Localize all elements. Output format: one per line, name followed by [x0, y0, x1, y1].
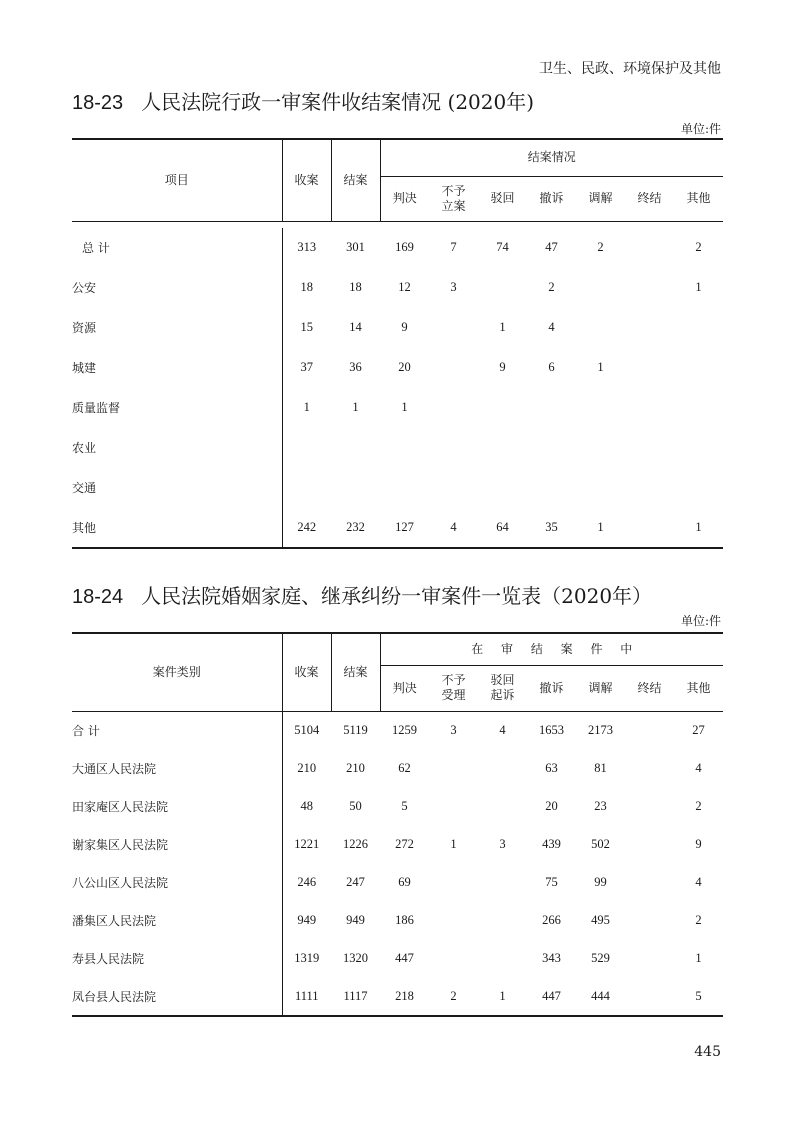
- table-row: [72, 864, 723, 902]
- table-row: [72, 428, 723, 468]
- table-row: [72, 388, 723, 428]
- table-cell: [429, 428, 478, 468]
- table-cell: 14: [349, 320, 362, 334]
- table-cell: [478, 388, 527, 428]
- table2-subheader: 驳回 起诉: [478, 665, 527, 711]
- table2: [72, 632, 723, 1017]
- table-cell: 4: [450, 519, 457, 534]
- table-cell: [625, 902, 674, 940]
- table2-unit: 单位:件: [680, 614, 721, 628]
- table-cell: 246: [282, 864, 331, 902]
- table2-title: [72, 580, 652, 609]
- table-cell: 1: [499, 320, 506, 334]
- table-row: [72, 308, 723, 348]
- table-cell: [429, 902, 478, 940]
- table-cell: [478, 468, 527, 508]
- table-cell: [576, 468, 625, 508]
- table-cell: [674, 308, 723, 348]
- table2-subheader: 调解: [576, 665, 625, 711]
- table-cell: [429, 468, 478, 508]
- table-cell: [625, 268, 674, 308]
- table1-header: [72, 139, 723, 221]
- table-cell: 495: [591, 913, 610, 927]
- row-label: 谢家集区人民法院: [72, 838, 169, 852]
- table-cell: 218: [395, 988, 414, 1003]
- table-cell: 35: [545, 519, 558, 534]
- table-cell: [527, 428, 576, 468]
- table-cell: [429, 940, 478, 978]
- table-cell: 3: [450, 723, 457, 737]
- table-cell: [331, 428, 380, 468]
- table1-subheader: 其他: [674, 176, 723, 221]
- table-row: [72, 508, 723, 548]
- table-cell: 7: [450, 240, 457, 254]
- table-cell: [282, 468, 331, 508]
- table1-body: [72, 221, 723, 548]
- table-cell: [674, 468, 723, 508]
- table-cell: [576, 308, 625, 348]
- table-cell: 4: [695, 875, 702, 889]
- table-row: [72, 712, 723, 750]
- table-cell: 4: [548, 320, 555, 334]
- table-cell: 1: [450, 837, 457, 851]
- table-cell: 2: [695, 240, 702, 254]
- table-row: [72, 228, 723, 268]
- table-row: [72, 788, 723, 826]
- row-label: 质量监督: [72, 401, 121, 415]
- table2-header-closure-group: 在 审 结 案 件 中: [380, 633, 723, 665]
- table-row: [72, 268, 723, 308]
- table2-subheader: 判决: [380, 665, 429, 711]
- table-cell: 37: [282, 348, 331, 388]
- table-row: [72, 468, 723, 508]
- table-cell: 62: [398, 761, 411, 775]
- table-cell: [429, 348, 478, 388]
- table2-subheader: 其他: [674, 665, 723, 711]
- table-cell: 529: [591, 951, 610, 965]
- table-cell: 949: [282, 902, 331, 940]
- table-cell: 1320: [343, 951, 368, 965]
- table-cell: 186: [395, 913, 414, 927]
- table-cell: 447: [542, 988, 561, 1003]
- table-cell: [527, 388, 576, 428]
- table2-title-text: 人民法院婚姻家庭、继承纠纷一审案件一览表（2020年）: [141, 584, 653, 608]
- table-cell: 74: [496, 240, 509, 254]
- page-number: 445: [694, 1044, 721, 1060]
- table-cell: 1117: [343, 988, 368, 1003]
- table-cell: [576, 428, 625, 468]
- table-cell: 1: [695, 280, 702, 294]
- table-cell: 4: [695, 761, 702, 775]
- table1-unit: 单位:件: [680, 122, 721, 136]
- table-cell: 2: [695, 913, 702, 927]
- table2-header: [72, 633, 723, 711]
- table-cell: 81: [594, 761, 607, 775]
- table1-subheader: 不予 立案: [429, 176, 478, 221]
- table1-subheader: 判决: [380, 176, 429, 221]
- table-cell: [625, 940, 674, 978]
- table-row: [72, 940, 723, 978]
- table-cell: 20: [545, 799, 558, 813]
- table-cell: [429, 750, 478, 788]
- row-label: 交通: [72, 481, 97, 495]
- table-cell: [380, 468, 429, 508]
- table-cell: [625, 388, 674, 428]
- table-cell: 9: [401, 320, 408, 334]
- table-cell: [625, 788, 674, 826]
- table1-header-received: 收案: [282, 139, 331, 221]
- table-cell: 272: [395, 837, 414, 851]
- table-cell: 1: [499, 988, 506, 1003]
- running-head: 卫生、民政、环境保护及其他: [539, 61, 721, 77]
- table-cell: [478, 902, 527, 940]
- table-row: [72, 750, 723, 788]
- table1-subheader: 终结: [625, 176, 674, 221]
- table-cell: [625, 428, 674, 468]
- table-cell: 1221: [282, 826, 331, 864]
- table-cell: [429, 308, 478, 348]
- table-cell: 1226: [343, 837, 368, 851]
- table-cell: [674, 348, 723, 388]
- table-cell: [429, 864, 478, 902]
- table-cell: 210: [346, 761, 365, 775]
- table-cell: 6: [548, 360, 555, 374]
- table-cell: 5: [695, 988, 702, 1003]
- table-cell: 1: [695, 519, 702, 534]
- table-cell: 9: [695, 837, 702, 851]
- table-cell: 169: [395, 240, 414, 254]
- table1-number: 18-23: [72, 92, 124, 114]
- table2-subheader: 撤诉: [527, 665, 576, 711]
- table1-title-text: 人民法院行政一审案件收结案情况 (2020年): [141, 90, 535, 114]
- table2-header-item: 案件类别: [72, 633, 282, 711]
- table-cell: 1: [352, 400, 359, 414]
- table2-number: 18-24: [72, 586, 124, 608]
- table-cell: 2: [695, 799, 702, 813]
- table-cell: [478, 268, 527, 308]
- table-cell: [674, 388, 723, 428]
- table1-header-closed: 结案: [331, 139, 380, 221]
- table-cell: [478, 940, 527, 978]
- table2-header-received: 收案: [282, 633, 331, 711]
- table-cell: [625, 712, 674, 750]
- row-label: 公安: [72, 281, 97, 295]
- table-cell: [625, 228, 674, 268]
- table-cell: 447: [395, 951, 414, 965]
- table-cell: 20: [398, 360, 411, 374]
- table-cell: 2: [548, 280, 555, 294]
- row-label: 八公山区人民法院: [72, 876, 169, 890]
- table-cell: 444: [591, 988, 610, 1003]
- table-row: [72, 902, 723, 940]
- table1-title: [72, 86, 534, 115]
- table-cell: 949: [346, 913, 365, 927]
- table-cell: 5119: [343, 723, 368, 737]
- table-cell: 439: [542, 837, 561, 851]
- table-cell: 47: [545, 240, 558, 254]
- table-cell: [429, 788, 478, 826]
- table-cell: 23: [594, 799, 607, 813]
- table-cell: 15: [282, 308, 331, 348]
- row-label: 凤台县人民法院: [72, 989, 157, 1004]
- table1-subheader: 驳回: [478, 176, 527, 221]
- table-cell: 2173: [588, 723, 613, 737]
- table-cell: [478, 428, 527, 468]
- table-cell: 127: [395, 519, 414, 534]
- table-cell: 50: [349, 799, 362, 813]
- table-cell: 18: [349, 280, 362, 294]
- row-label: 潘集区人民法院: [72, 914, 157, 928]
- table-cell: [625, 348, 674, 388]
- table-cell: [331, 468, 380, 508]
- table-cell: 5104: [282, 712, 331, 750]
- table-cell: 266: [542, 913, 561, 927]
- table1-subheader: 调解: [576, 176, 625, 221]
- table-cell: 69: [398, 875, 411, 889]
- table-cell: 313: [282, 228, 331, 268]
- table-cell: 210: [282, 750, 331, 788]
- table-cell: [576, 388, 625, 428]
- table-cell: 63: [545, 761, 558, 775]
- table-cell: [429, 388, 478, 428]
- row-label: 总 计: [82, 241, 110, 255]
- table-cell: [625, 308, 674, 348]
- table-cell: 1: [282, 388, 331, 428]
- table-cell: 5: [401, 799, 408, 813]
- row-label: 城建: [72, 361, 97, 375]
- table-cell: 502: [591, 837, 610, 851]
- table-cell: 1259: [392, 723, 417, 737]
- table-cell: [478, 864, 527, 902]
- table-cell: 1653: [539, 723, 564, 737]
- table-cell: 4: [499, 723, 506, 737]
- row-label: 合 计: [72, 724, 100, 738]
- table-cell: 1: [401, 400, 408, 414]
- table-cell: 1319: [282, 940, 331, 978]
- table1-header-item: 项目: [72, 139, 282, 221]
- table-cell: 242: [282, 508, 331, 548]
- table-cell: 1: [695, 951, 702, 965]
- table-row: [72, 978, 723, 1016]
- row-label: 农业: [72, 441, 97, 455]
- table-cell: 27: [692, 723, 705, 737]
- table-cell: 18: [282, 268, 331, 308]
- table-cell: [282, 428, 331, 468]
- table-cell: 64: [496, 519, 509, 534]
- table-cell: 75: [545, 875, 558, 889]
- table-cell: 1111: [282, 978, 331, 1016]
- table-cell: 1: [597, 519, 604, 534]
- table-cell: 2: [597, 240, 604, 254]
- table-row: [72, 826, 723, 864]
- table1: [72, 138, 723, 549]
- row-label: 田家庵区人民法院: [72, 800, 169, 814]
- row-label: 其他: [72, 520, 97, 535]
- table-cell: 2: [450, 988, 457, 1003]
- table-cell: 301: [346, 240, 365, 254]
- table-cell: [478, 750, 527, 788]
- table-row: [72, 348, 723, 388]
- table-cell: [625, 750, 674, 788]
- table-cell: 232: [346, 519, 365, 534]
- row-label: 资源: [72, 321, 97, 335]
- table-cell: [674, 428, 723, 468]
- table2-header-closed: 结案: [331, 633, 380, 711]
- table-cell: 247: [346, 875, 365, 889]
- table2-subheader: 不予 受理: [429, 665, 478, 711]
- table-cell: [625, 508, 674, 548]
- table2-subheader: 终结: [625, 665, 674, 711]
- table-cell: [625, 826, 674, 864]
- table-cell: 3: [499, 837, 506, 851]
- table-cell: 343: [542, 951, 561, 965]
- row-label: 大通区人民法院: [72, 762, 157, 776]
- table1-header-closure-group: 结案情况: [380, 139, 723, 176]
- table-cell: 9: [499, 360, 506, 374]
- table-cell: [380, 428, 429, 468]
- table-cell: 3: [450, 280, 457, 294]
- table-cell: 36: [349, 360, 362, 374]
- table-cell: 99: [594, 875, 607, 889]
- table-cell: [478, 788, 527, 826]
- table2-body: [72, 711, 723, 1016]
- table-cell: 1: [597, 360, 604, 374]
- table-cell: [625, 864, 674, 902]
- table1-subheader: 撤诉: [527, 176, 576, 221]
- table-cell: [625, 978, 674, 1016]
- table-cell: 48: [282, 788, 331, 826]
- table-cell: 12: [398, 280, 411, 294]
- table-cell: [576, 268, 625, 308]
- table-cell: [625, 468, 674, 508]
- row-label: 寿县人民法院: [72, 952, 145, 966]
- table-cell: [527, 468, 576, 508]
